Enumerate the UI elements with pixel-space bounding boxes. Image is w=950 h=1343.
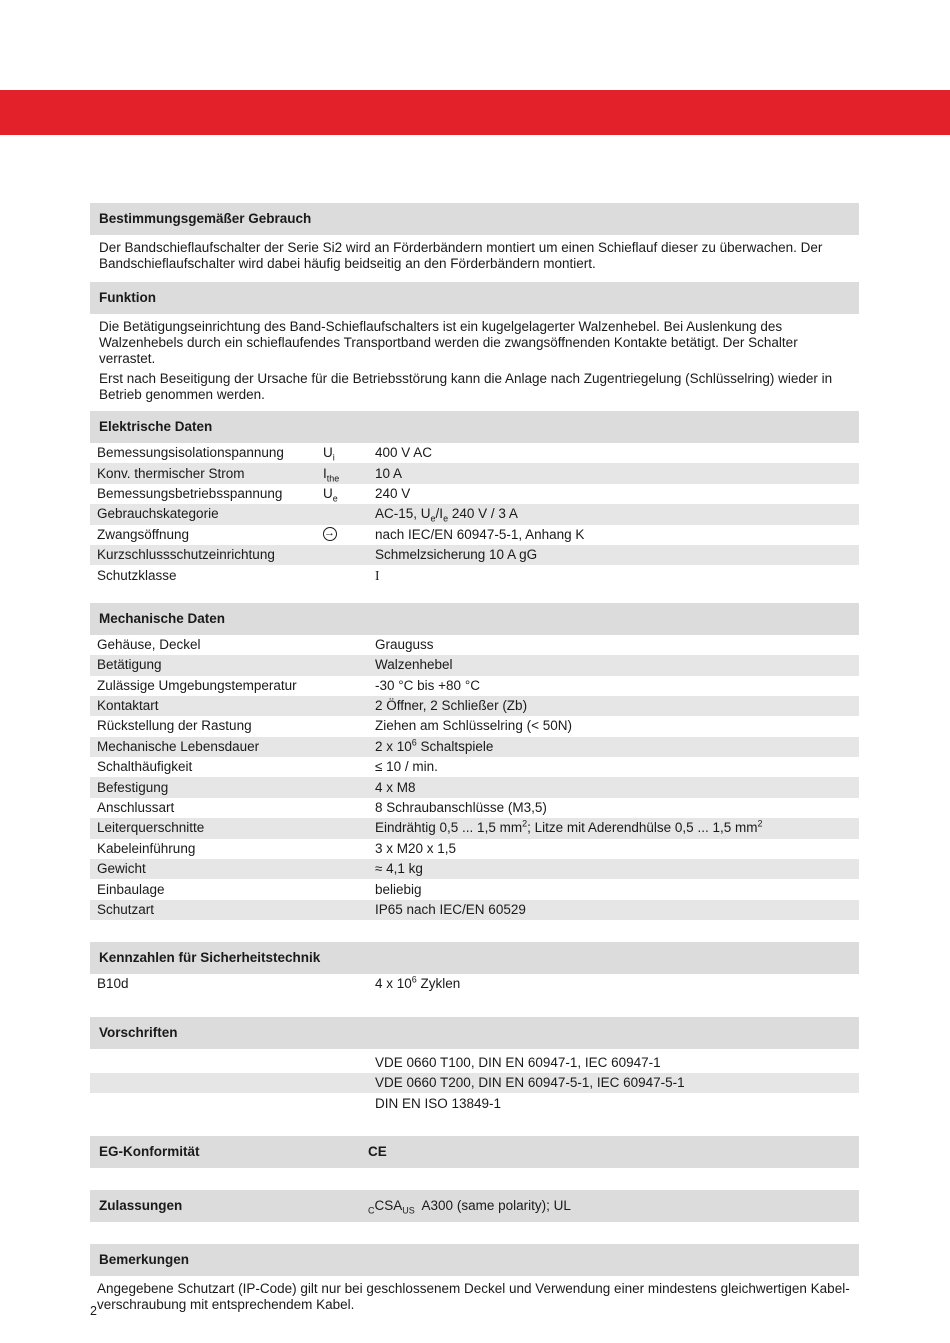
safety-table [90,974,859,994]
row-symbol: $I_{the}$ [316,463,368,483]
electrical-table [90,443,859,586]
table-row [90,1053,859,1073]
row-value: ≤ 10 / min. [375,759,438,775]
section-title: Bemerkungen [99,1251,190,1267]
table-row [90,737,859,757]
row-symbol [316,565,368,585]
row-label: Konv. thermischer Strom [90,463,316,483]
section-heading-remarks [90,1244,859,1276]
row-value: 400 V AC [375,445,433,461]
section-title: Mechanische Daten [99,610,226,626]
section-heading-safety [90,942,859,974]
row-label: Gewicht [90,859,316,879]
conformity-value: CE [368,1143,387,1159]
table-row [90,859,859,879]
positive-opening-icon [323,527,337,541]
section-title: Funktion [99,290,156,305]
table-row [90,777,859,797]
row-value: 4 x $10^6$ Zyklen [375,974,461,992]
row-value: AC-15, $U_e/I_e$ 240 V / 3 A [368,504,859,524]
datasheet-content [90,203,859,1317]
row-label: Kontaktart [90,696,316,716]
row-label: Schutzart [90,900,316,920]
row-value: 10 A [368,463,859,483]
row-label: Zwangsöffnung [97,526,190,542]
row-value: Ziehen am Schlüsselring (< 50N) [375,718,572,734]
row-label: B10d [97,976,129,992]
row-value: beliebig [375,881,422,897]
table-row [90,635,859,655]
table-row [90,757,859,777]
table-row [90,655,859,675]
section-heading-electrical [90,411,859,443]
row-value: 240 V [375,485,411,501]
row-label: Bemessungsisolationspannung [97,445,284,461]
row-value: I [375,567,380,583]
table-row [90,545,859,565]
paragraph: Erst nach Beseitigung der Ursache für die Betriebsstörung kann die Anlage nach Zugentriegelung (Schlüsselring) wieder in Betrieb genommen werden. [99,371,833,402]
table-row [90,974,859,994]
table-row [90,696,859,716]
regulations-table [90,1053,859,1114]
row-label: Anschlussart [97,800,175,816]
section-title: Elektrische Daten [99,419,213,434]
row-label: Kabeleinführung [97,840,196,856]
row-value: 2 x $10^6$ Schaltspiele [368,737,859,757]
row-symbol [316,525,368,545]
row-value: IP65 nach IEC/EN 60529 [368,900,859,920]
page-number: 2 [90,1304,97,1318]
paragraph: Die Betätigungseinrichtung des Band-Schieflaufschalters ist ein kugelgelagerter Walzenhebel. Bei Auslenkung des Walzenhebels durch ein schieflaufendes Transportband werden die zwangsöffnenden Kontakte betätigt. Der Schalter verrastet. [99,319,798,366]
table-row [90,798,859,818]
table-row [90,443,859,463]
table-row [90,1073,859,1093]
table-row [90,716,859,736]
section-heading-mechanical [90,603,859,635]
row-value: Grauguss [375,636,434,652]
approvals-value: $_CCSA_{US}$ A300 (same polarity); UL [368,1197,571,1216]
section-heading-function [90,282,859,314]
section-heading-regulations [90,1017,859,1049]
row-label: Schutzklasse [97,567,177,583]
row-value: VDE 0660 T100, DIN EN 60947-1, IEC 60947-1 [375,1054,661,1070]
row-label: Betätigung [90,655,316,675]
table-row [90,1093,859,1113]
row-label: Kurzschlussschutzeinrichtung [90,545,316,565]
row-symbol: $U_e$ [323,485,338,504]
section-heading-use [90,203,859,235]
table-row [90,818,859,838]
table-row [90,565,859,585]
row-value: ≈ 4,1 kg [368,859,859,879]
row-label: Einbaulage [97,881,165,897]
section-title: Vorschriften [99,1024,178,1040]
section-title: EG-Konformität [99,1143,200,1159]
paragraph: Angegebene Schutzart (IP-Code) gilt nur bei geschlossenem Deckel und Verwendung einer mindestens gleichwertigen Kabel-verschraubung mit entsprechendem Kabel. [97,1280,850,1312]
table-row [90,900,859,920]
row-value: 3 x M20 x 1,5 [375,840,457,856]
row-value: 4 x M8 [368,777,859,797]
paragraph: Der Bandschieflaufschalter der Serie Si2 wird an Förderbändern montiert um einen Schieflauf dieser zu überwachen. Der Bandschieflaufschalter wird dabei häufig beidseitig an den Förderbändern montiert. [99,240,823,271]
row-value: nach IEC/EN 60947-5-1, Anhang K [375,526,585,542]
row-label: Bemessungsbetriebsspannung [97,485,283,501]
table-row [90,525,859,545]
row-value: -30 °C bis +80 °C [375,677,480,693]
row-label: Gebrauchskategorie [90,504,316,524]
row-value: VDE 0660 T200, DIN EN 60947-5-1, IEC 60947-5-1 [368,1073,859,1093]
remarks-text [90,1276,859,1313]
row-label: Schalthäufigkeit [97,759,193,775]
table-row [90,484,859,504]
function-text [90,314,859,411]
use-text [90,235,859,282]
row-label: Rückstellung der Rastung [97,718,252,734]
row-value: 8 Schraubanschlüsse (M3,5) [375,800,547,816]
section-title: Kennzahlen für Sicherheitstechnik [99,950,321,966]
row-value: Schmelzsicherung 10 A gG [368,545,859,565]
table-row [90,879,859,899]
header-band [0,90,950,135]
row-label: Befestigung [90,777,316,797]
section-heading-approvals [90,1190,859,1222]
table-row [90,839,859,859]
section-title: Zulassungen [99,1197,183,1213]
row-label: Leiterquerschnitte [90,818,316,838]
row-value: Eindrähtig 0,5 ... 1,5 $mm^2$; Litze mit Aderendhülse 0,5 ... 1,5 $mm^2$ [368,818,859,838]
row-value: 2 Öffner, 2 Schließer (Zb) [368,696,859,716]
section-title: Bestimmungsgemäßer Gebrauch [99,211,312,226]
row-label: Mechanische Lebensdauer [90,737,316,757]
row-label: Gehäuse, Deckel [97,636,201,652]
table-row [90,504,859,524]
table-row [90,676,859,696]
row-symbol: $U_i$ [323,445,335,463]
section-heading-conformity [90,1136,859,1168]
row-symbol [316,504,368,524]
row-symbol [316,545,368,565]
row-value: DIN EN ISO 13849-1 [375,1095,502,1111]
table-row [90,463,859,483]
row-label: Zulässige Umgebungstemperatur [97,677,297,693]
row-value: Walzenhebel [368,655,859,675]
mechanical-table [90,635,859,920]
